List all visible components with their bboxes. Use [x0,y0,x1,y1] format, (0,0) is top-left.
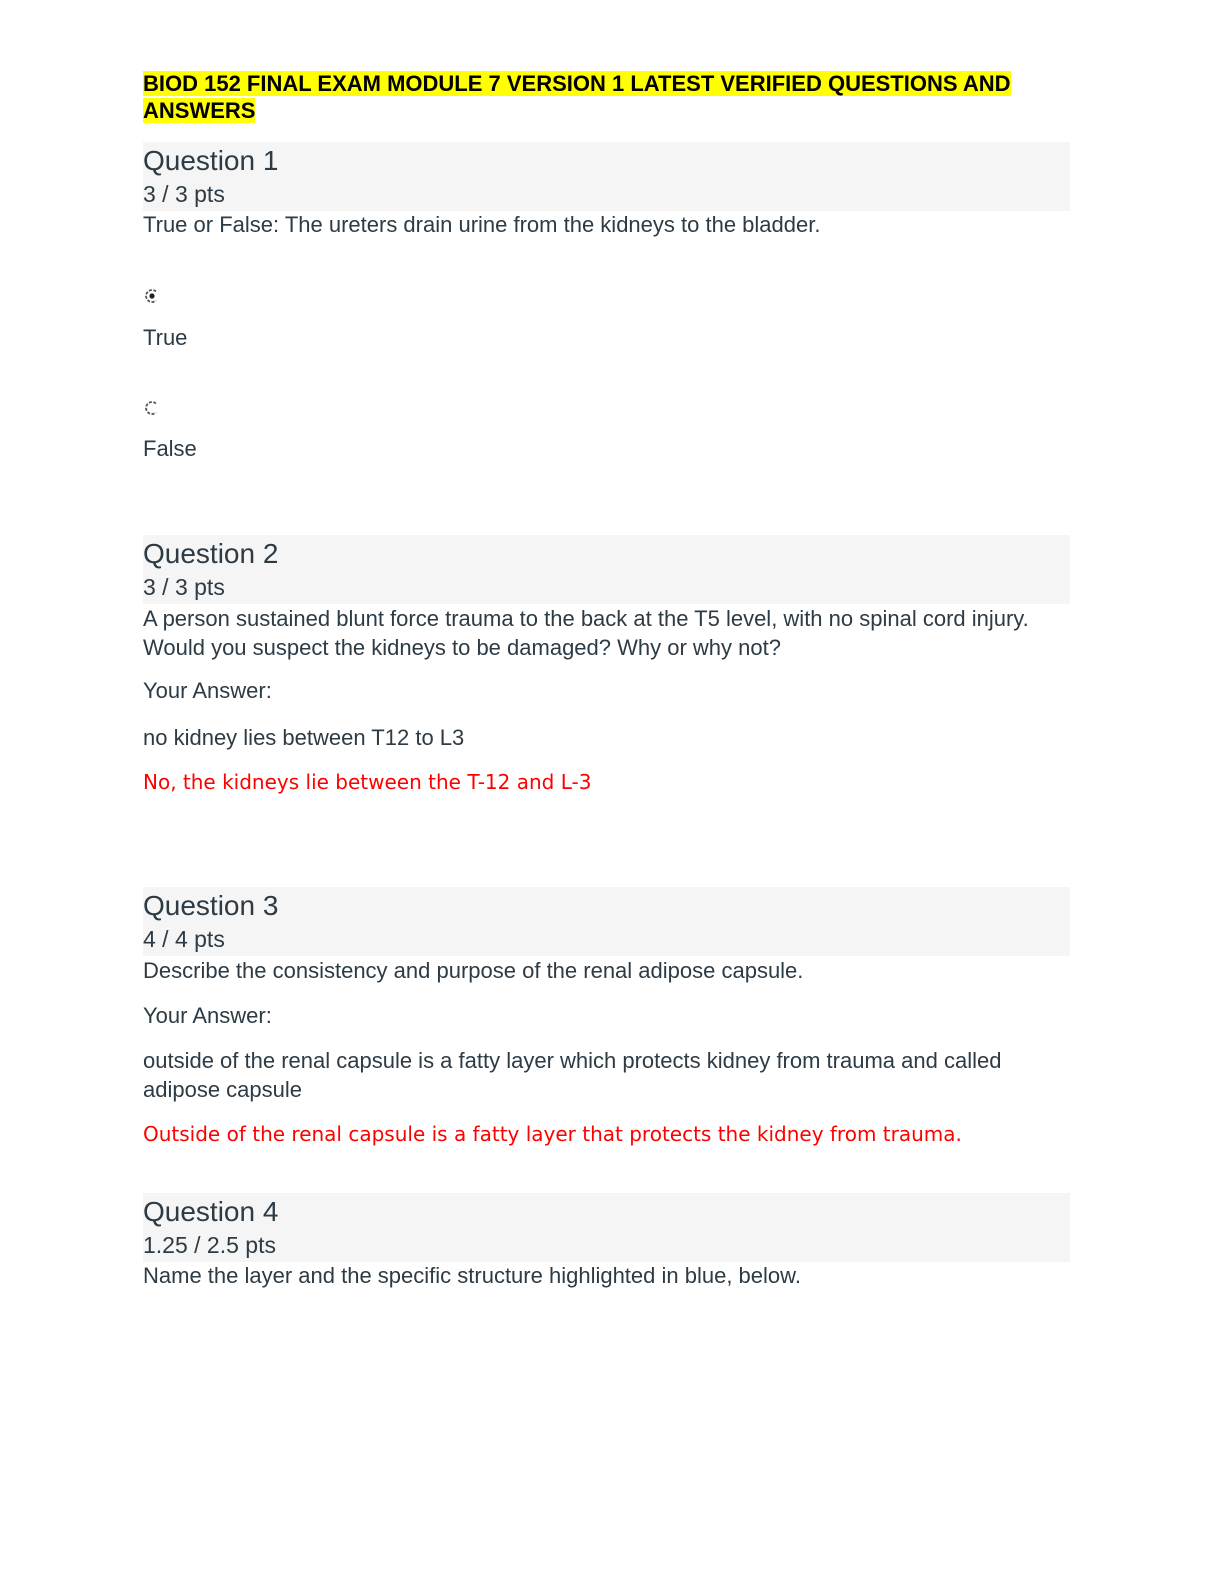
question-2-your-answer: no kidney lies between T12 to L3 [143,725,465,750]
question-1-title: Question 1 [143,145,279,176]
question-2-prompt: A person sustained blunt force trauma to the back at the T5 level, with no spinal cord injury. Would you suspect the kidneys to be damaged? Why or why not? [143,606,1029,660]
question-1-prompt: True or False: The ureters drain urine from the kidneys to the bladder. [143,212,821,237]
document-title: BIOD 152 FINAL EXAM MODULE 7 VERSION 1 LATEST VERIFIED QUESTIONS AND ANSWERS [143,71,1011,123]
question-1-points: 3 / 3 pts [143,181,225,207]
question-4-points: 1.25 / 2.5 pts [143,1232,276,1258]
question-2-header [143,535,1070,604]
option-false-label: False [143,436,197,461]
radio-unselected-icon[interactable] [145,401,159,415]
question-3-prompt: Describe the consistency and purpose of the renal adipose capsule. [143,958,804,983]
question-1-header [143,142,1070,211]
question-3-answer-label: Your Answer: [143,1003,272,1028]
question-2-answer-label: Your Answer: [143,678,272,703]
question-4-title: Question 4 [143,1196,279,1227]
question-2-points: 3 / 3 pts [143,574,225,600]
question-2-title: Question 2 [143,538,279,569]
option-true-label: True [143,325,188,350]
question-2-correct-answer: No, the kidneys lie between the T-12 and L-3 [143,770,592,794]
question-3-title: Question 3 [143,890,279,921]
question-3-points: 4 / 4 pts [143,926,225,952]
question-4-prompt: Name the layer and the specific structure highlighted in blue, below. [143,1263,801,1288]
question-3-header [143,887,1070,956]
radio-selected-icon[interactable] [145,289,159,303]
question-3-correct-answer: Outside of the renal capsule is a fatty layer that protects the kidney from trauma. [143,1122,962,1146]
question-4-header [143,1193,1070,1262]
question-3-your-answer: outside of the renal capsule is a fatty layer which protects kidney from trauma and called adipose capsule [143,1048,1002,1102]
